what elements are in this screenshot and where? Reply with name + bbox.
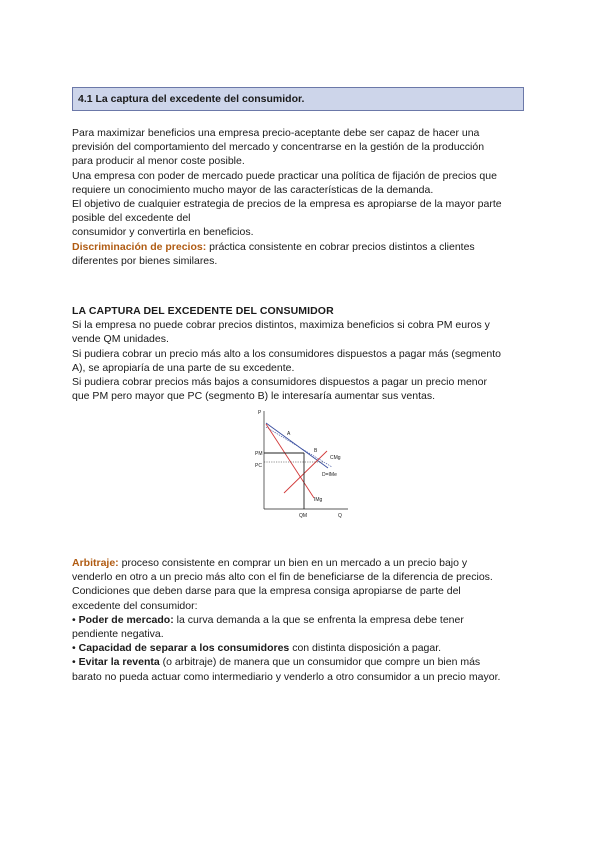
intro-line: posible del excedente del (72, 212, 191, 225)
intro-paragraph (72, 126, 532, 268)
capture-line: Si pudiera cobrar precios más bajos a consumidores dispuestos a pagar un precio menor (72, 376, 487, 389)
intro-line: consumidor y convertirla en beneficios. (72, 226, 254, 239)
qm-label: QM (299, 513, 308, 519)
arbitrage-line (72, 556, 532, 570)
arbitrage-term: Arbitraje: (72, 557, 119, 569)
condition-title: Capacidad de separar a los consumidores (78, 642, 290, 655)
condition-item (72, 641, 532, 655)
arbitrage-line: excedente del consumidor: (72, 599, 198, 612)
definition-line-2: diferentes por bienes similares. (72, 254, 218, 267)
definition-line (72, 240, 532, 254)
bullet: • (72, 656, 76, 669)
section-heading: 4.1 La captura del excedente del consumidor. (78, 93, 305, 105)
pm-label: PM (255, 451, 263, 457)
bullet: • (72, 642, 76, 655)
condition-text: con distinta disposición a pagar. (289, 642, 442, 655)
img-label: IMg (314, 497, 323, 503)
condition-item (72, 613, 532, 627)
pc-label: PC (255, 463, 262, 469)
capture-line: A), se apropiaría de una parte de su excedente. (72, 361, 295, 374)
capture-line: Si la empresa no puede cobrar precios distintos, maximiza beneficios si cobra PM euros y (72, 319, 490, 332)
arbitrage-line: Condiciones que deben darse para que la empresa consiga apropiarse de parte del (72, 585, 461, 598)
condition-item (72, 655, 532, 669)
section-heading-box (72, 87, 524, 111)
segment-a-label: A (287, 431, 291, 437)
definition-term: Discriminación de precios: (72, 240, 207, 253)
intro-line: Para maximizar beneficios una empresa precio-aceptante debe ser capaz de hacer una (72, 127, 480, 139)
capture-line: vende QM unidades. (72, 333, 169, 346)
monopoly-diagram-svg (252, 405, 352, 525)
bullet: • (72, 613, 76, 626)
capture-line: Si pudiera cobrar un precio más alto a los consumidores dispuestos a pagar más (segmento (72, 347, 501, 360)
y-axis-label: P (258, 410, 262, 416)
condition-cont: pendiente negativa. (72, 628, 164, 641)
definition-text: práctica consistente en cobrar precios distintos a clientes (206, 240, 475, 253)
x-axis-label: Q (338, 513, 342, 519)
intro-line: requiere un conocimiento mucho mayor de las características de la demanda. (72, 183, 434, 196)
arbitrage-line: venderlo en otro a un precio más alto con el fin de beneficiarse de la diferencia de precios. (72, 571, 493, 584)
intro-line: para producir al menor coste posible. (72, 155, 245, 168)
demand-curve-dashed (266, 427, 332, 467)
capture-line: que PM pero mayor que PC (segmento B) le interesaría aumentar sus ventas. (72, 390, 436, 403)
condition-cont: barato no pueda actuar como intermediario y venderlo a otro consumidor a un precio mayor. (72, 670, 501, 683)
ime-label: D=IMe (322, 472, 337, 478)
arbitrage-section (72, 556, 532, 684)
marginal-cost-curve (284, 451, 327, 493)
intro-line: Una empresa con poder de mercado puede practicar una política de fijación de precios que (72, 169, 497, 182)
monopoly-diagram (252, 405, 352, 525)
condition-title: Evitar la reventa (78, 656, 160, 669)
intro-line: El objetivo de cualquier estrategia de precios de la empresa es apropiarse de la mayor parte (72, 198, 502, 211)
condition-title: Poder de mercado: (78, 613, 174, 626)
capture-section-title: LA CAPTURA DEL EXCEDENTE DEL CONSUMIDOR (72, 305, 334, 317)
arbitrage-text: proceso consistente en comprar un bien en un mercado a un precio bajo y (118, 557, 468, 569)
condition-text: la curva demanda a la que se enfrenta la empresa debe tener (173, 613, 464, 626)
capture-section (72, 304, 532, 403)
intro-line: previsión del comportamiento del mercado y concentrarse en la gestión de la producción (72, 141, 485, 154)
condition-text: (o arbitraje) de manera que un consumidor que compre un bien más (159, 656, 481, 669)
segment-b-label: B (314, 448, 318, 454)
cmg-label: CMg (330, 455, 341, 461)
